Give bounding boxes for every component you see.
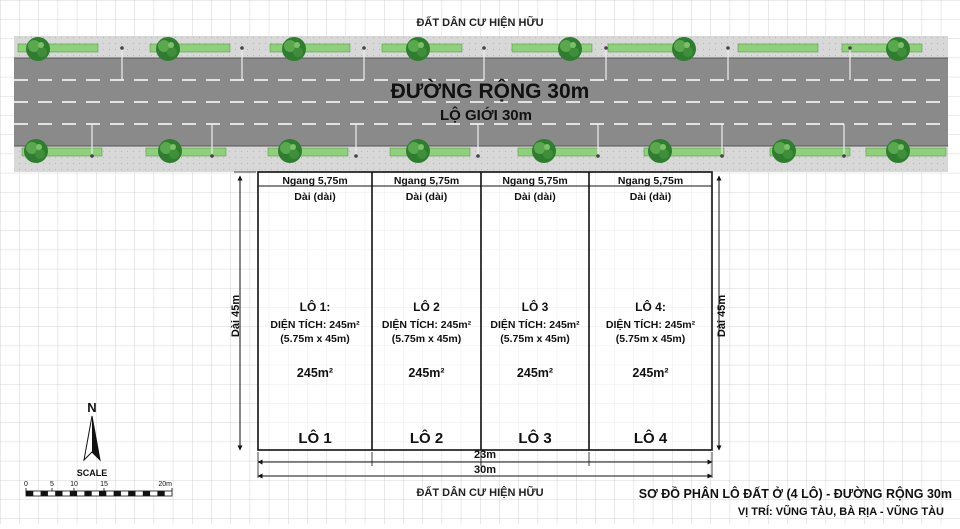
lot-area: 245m² xyxy=(632,366,669,380)
planter xyxy=(146,148,226,156)
lot-width-label: Ngang 5,75m xyxy=(502,175,568,187)
tree-icon xyxy=(772,139,796,163)
lot-width-label: Ngang 5,75m xyxy=(617,175,684,187)
planter xyxy=(518,148,598,156)
lot-dimensions: (5.75m x 45m) xyxy=(615,333,686,345)
lot-footer-label: LÔ 3 xyxy=(518,430,552,447)
lot-width-label: Ngang 5,75m xyxy=(282,175,348,187)
planter xyxy=(270,44,350,52)
scale-segment xyxy=(128,491,135,496)
lot-length-label: Dài (dài) xyxy=(514,191,556,203)
outer-width-label: 30m xyxy=(473,464,497,476)
tree-icon xyxy=(26,37,50,61)
scale-segment xyxy=(99,491,106,496)
inner-width-label: 23m xyxy=(473,449,497,461)
lot-area-line: DIỆN TÍCH: 245m² xyxy=(490,319,580,331)
scale-segment xyxy=(26,491,33,496)
tree-icon xyxy=(648,139,672,163)
scale-tick-label: 15 xyxy=(100,481,108,488)
scale-segment xyxy=(84,491,91,496)
drawing-title: SƠ ĐỒ PHÂN LÔ ĐẤT Ở (4 LÔ) - ĐƯỜNG RỘNG 30m xyxy=(638,487,952,501)
scale-tick-label: 20m xyxy=(158,481,172,488)
tree-icon xyxy=(24,139,48,163)
lot-area-line: DIỆN TÍCH: 245m² xyxy=(605,319,696,331)
tree-icon xyxy=(282,37,306,61)
lot-area-line: DIỆN TÍCH: 245m² xyxy=(381,319,472,331)
lot-footer-label: LÔ 1 xyxy=(298,430,332,447)
lot-area: 245m² xyxy=(296,366,334,380)
tree-icon xyxy=(156,37,180,61)
road-subtitle: LỘ GIỚI 30m xyxy=(440,107,532,124)
planter xyxy=(842,44,922,52)
tree-icon xyxy=(532,139,556,163)
lot-area: 245m² xyxy=(408,366,445,380)
tree-icon xyxy=(406,37,430,61)
scale-segment xyxy=(55,491,62,496)
tree-icon xyxy=(406,139,430,163)
scale-segment xyxy=(143,491,150,496)
road-title: ĐƯỜNG RỘNG 30m xyxy=(390,80,590,103)
tree-icon xyxy=(672,37,696,61)
planter xyxy=(738,44,818,52)
lot-dimensions: (5.75m x 45m) xyxy=(391,333,462,345)
planter xyxy=(390,148,470,156)
scale-segment xyxy=(114,491,121,496)
bottom-neighbor-label: ĐẤT DÂN CƯ HIỆN HỮU xyxy=(416,487,544,499)
tree-icon xyxy=(886,139,910,163)
scale-segment xyxy=(70,491,77,496)
lot-dimensions: (5.75m x 45m) xyxy=(280,333,350,345)
lot-area: 245m² xyxy=(516,366,554,380)
lot-area-line: DIỆN TÍCH: 245m² xyxy=(270,319,360,331)
lot-footer-label: LÔ 4 xyxy=(633,430,668,447)
scale-tick-label: 5 xyxy=(50,481,54,488)
lot-name: LÔ 3 xyxy=(521,300,549,314)
lot-length-label: Dài (dài) xyxy=(405,191,448,203)
lot-name: LÔ 4: xyxy=(635,300,666,314)
north-label: N xyxy=(87,400,97,415)
scale-title: SCALE xyxy=(76,468,108,478)
scale-tick-label: 0 xyxy=(24,481,28,488)
tree-icon xyxy=(886,37,910,61)
top-neighbor-label: ĐẤT DÂN CƯ HIỆN HỮU xyxy=(416,17,544,29)
lot-name: LÔ 1: xyxy=(299,300,331,314)
tree-icon xyxy=(158,139,182,163)
lot-width-label: Ngang 5,75m xyxy=(393,175,460,187)
depth-label-right: Dài 45m xyxy=(716,294,728,338)
scale-segment xyxy=(157,491,164,496)
tree-icon xyxy=(558,37,582,61)
tree-icon xyxy=(278,139,302,163)
lot-footer-label: LÔ 2 xyxy=(409,430,444,447)
scale-tick-label: 10 xyxy=(70,481,78,488)
lot-length-label: Dài (dài) xyxy=(629,191,672,203)
depth-label-left: Dài 45m xyxy=(230,294,242,338)
lot-name: LÔ 2 xyxy=(413,300,440,314)
drawing-location: VỊ TRÍ: VŨNG TÀU, BÀ RỊA - VŨNG TÀU xyxy=(737,506,944,518)
lot-length-label: Dài (dài) xyxy=(294,191,336,203)
road-corridor xyxy=(14,36,948,172)
lot-dimensions: (5.75m x 45m) xyxy=(500,333,570,345)
scale-segment xyxy=(41,491,48,496)
